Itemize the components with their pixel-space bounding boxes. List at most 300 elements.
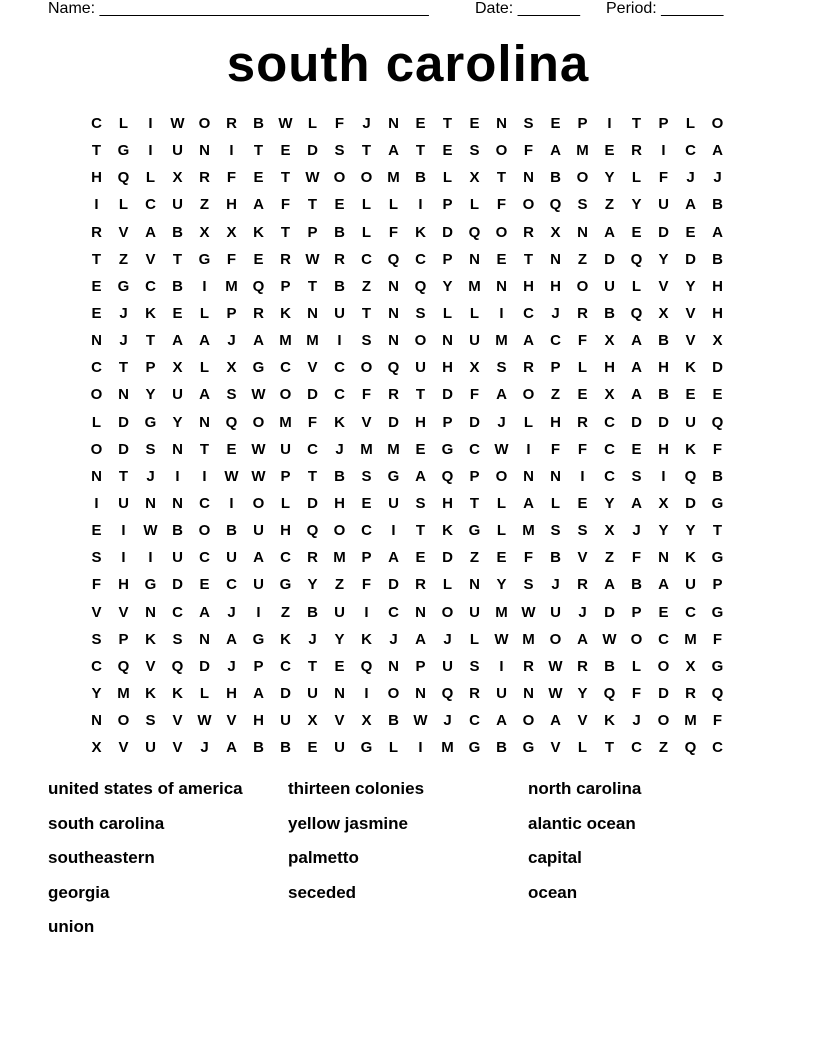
grid-letter: C xyxy=(91,359,102,377)
grid-letter: K xyxy=(253,223,264,241)
grid-letter: U xyxy=(469,603,480,621)
grid-letter: D xyxy=(658,413,669,431)
grid-letter: P xyxy=(226,304,237,322)
grid-letter: A xyxy=(631,332,642,350)
grid-letter: O xyxy=(360,359,373,377)
grid-letter: W xyxy=(602,630,617,648)
grid-letter: I xyxy=(661,467,666,485)
grid-letter: D xyxy=(442,386,453,404)
grid-letter: W xyxy=(305,169,320,187)
grid-letter: L xyxy=(442,169,453,187)
grid-letter: X xyxy=(172,359,183,377)
grid-letter: B xyxy=(712,250,723,268)
grid-letter: C xyxy=(685,142,696,160)
grid-letter: I xyxy=(661,142,666,160)
grid-letter: T xyxy=(307,657,318,675)
grid-letter: G xyxy=(522,739,535,757)
grid-letter: X xyxy=(361,712,372,730)
grid-letter: R xyxy=(631,142,642,160)
grid-letter: M xyxy=(495,603,508,621)
grid-letter: I xyxy=(499,304,504,322)
grid-letter: E xyxy=(415,115,426,132)
grid-letter: Y xyxy=(658,250,669,268)
grid-letter: X xyxy=(307,712,318,730)
grid-letter: Q xyxy=(630,250,643,268)
grid-letter: A xyxy=(631,359,642,377)
grid-letter: C xyxy=(145,196,156,214)
grid-letter: T xyxy=(604,739,615,757)
grid-letter: E xyxy=(280,142,291,160)
grid-letter: A xyxy=(199,386,210,404)
grid-letter: U xyxy=(415,359,426,377)
grid-letter: R xyxy=(523,657,534,675)
grid-letter: U xyxy=(442,657,453,675)
grid-letter: I xyxy=(121,522,126,540)
grid-letter: A xyxy=(712,142,723,160)
grid-letter: M xyxy=(117,684,130,702)
grid-letter: K xyxy=(145,630,156,648)
grid-letter: L xyxy=(631,277,642,295)
grid-letter: N xyxy=(172,494,183,512)
grid-letter: O xyxy=(333,169,346,187)
grid-letter: V xyxy=(658,277,669,295)
grid-letter: L xyxy=(469,630,480,648)
grid-letter: E xyxy=(334,657,345,675)
grid-letter: N xyxy=(388,277,399,295)
grid-letter: H xyxy=(226,684,237,702)
grid-letter: X xyxy=(172,169,183,187)
grid-letter: Z xyxy=(604,196,615,214)
grid-letter: E xyxy=(91,522,102,540)
grid-letter: D xyxy=(388,413,399,431)
grid-letter: W xyxy=(251,467,266,485)
grid-letter: A xyxy=(253,684,264,702)
grid-letter: O xyxy=(522,712,535,730)
grid-letter: L xyxy=(442,576,453,594)
grid-letter: Q xyxy=(252,277,265,295)
grid-letter: O xyxy=(441,603,454,621)
grid-letter: J xyxy=(227,603,236,621)
grid-letter: L xyxy=(361,223,372,241)
grid-letter: W xyxy=(494,440,509,458)
grid-letter: O xyxy=(549,630,562,648)
grid-letter: B xyxy=(712,196,723,214)
grid-letter: I xyxy=(418,739,423,757)
grid-letter: S xyxy=(226,386,237,404)
grid-letter: O xyxy=(522,386,535,404)
grid-letter: L xyxy=(388,196,399,214)
grid-letter: J xyxy=(227,657,236,675)
grid-letter: N xyxy=(415,603,426,621)
grid-letter: M xyxy=(495,332,508,350)
grid-letter: B xyxy=(334,223,345,241)
grid-letter: O xyxy=(252,494,265,512)
grid-letter: M xyxy=(387,169,400,187)
word-list-item: palmetto xyxy=(288,848,359,867)
grid-letter: A xyxy=(253,332,264,350)
grid-letter: S xyxy=(469,657,480,675)
grid-letter: M xyxy=(441,739,454,757)
grid-letter: I xyxy=(364,684,369,702)
grid-letter: E xyxy=(550,115,561,132)
grid-letter: N xyxy=(496,277,507,295)
grid-letter: B xyxy=(550,549,561,567)
grid-letter: Z xyxy=(361,277,372,295)
grid-letter: G xyxy=(360,739,373,757)
grid-letter: W xyxy=(170,115,185,132)
grid-letter: U xyxy=(118,494,129,512)
grid-letter: A xyxy=(523,494,534,512)
grid-letter: O xyxy=(522,196,535,214)
grid-letter: O xyxy=(495,142,508,160)
grid-letter: I xyxy=(148,142,153,160)
grid-letter: E xyxy=(253,169,264,187)
grid-letter: A xyxy=(550,712,561,730)
grid-letter: Y xyxy=(496,576,507,594)
grid-letter: N xyxy=(523,684,534,702)
word-list-item: seceded xyxy=(288,882,357,902)
grid-letter: J xyxy=(200,739,209,757)
grid-letter: A xyxy=(685,196,696,214)
grid-letter: F xyxy=(226,169,237,187)
grid-letter: S xyxy=(577,196,588,214)
grid-letter: O xyxy=(630,630,643,648)
grid-letter: N xyxy=(199,413,210,431)
grid-letter: W xyxy=(413,712,428,730)
grid-letter: L xyxy=(496,522,507,540)
grid-letter: C xyxy=(361,522,372,540)
grid-letter: T xyxy=(442,115,453,132)
grid-letter: D xyxy=(442,223,453,241)
grid-letter: J xyxy=(119,332,128,350)
word-list-item: ocean xyxy=(528,882,578,902)
grid-letter: A xyxy=(226,739,237,757)
grid-letter: V xyxy=(550,739,561,757)
grid-letter: R xyxy=(91,223,102,241)
grid-letter: A xyxy=(604,223,615,241)
grid-letter: P xyxy=(631,603,642,621)
grid-letter: P xyxy=(658,115,669,132)
grid-letter: P xyxy=(550,359,561,377)
grid-letter: Q xyxy=(711,413,724,431)
grid-letter: E xyxy=(658,603,669,621)
grid-letter: Q xyxy=(549,196,562,214)
grid-letter: E xyxy=(604,142,615,160)
grid-letter: F xyxy=(577,440,588,458)
grid-letter: Y xyxy=(604,494,615,512)
grid-letter: I xyxy=(202,277,207,295)
grid-letter: U xyxy=(658,196,669,214)
grid-letter: C xyxy=(550,332,561,350)
grid-letter: L xyxy=(307,115,318,132)
grid-letter: D xyxy=(604,603,615,621)
grid-letter: Z xyxy=(199,196,210,214)
grid-letter: G xyxy=(468,522,481,540)
grid-letter: D xyxy=(280,684,291,702)
grid-letter: J xyxy=(335,440,344,458)
grid-letter: Y xyxy=(145,386,156,404)
grid-letter: H xyxy=(550,413,561,431)
grid-letter: D xyxy=(469,413,480,431)
grid-letter: E xyxy=(307,739,318,757)
grid-letter: C xyxy=(280,657,291,675)
grid-letter: T xyxy=(307,196,318,214)
grid-letter: A xyxy=(631,494,642,512)
grid-letter: Y xyxy=(604,169,615,187)
grid-letter: O xyxy=(279,386,292,404)
grid-letter: B xyxy=(280,739,291,757)
grid-letter: F xyxy=(712,630,723,648)
grid-letter: C xyxy=(388,603,399,621)
grid-letter: E xyxy=(685,386,696,404)
grid-letter: L xyxy=(118,196,129,214)
grid-letter: W xyxy=(494,630,509,648)
grid-letter: T xyxy=(91,142,102,160)
grid-letter: P xyxy=(442,413,453,431)
grid-letter: B xyxy=(172,223,183,241)
grid-letter: J xyxy=(578,603,587,621)
grid-letter: L xyxy=(91,413,102,431)
grid-letter: S xyxy=(577,522,588,540)
grid-letter: H xyxy=(550,277,561,295)
grid-letter: Q xyxy=(360,657,373,675)
grid-letter: P xyxy=(145,359,156,377)
grid-letter: W xyxy=(548,657,563,675)
grid-letter: D xyxy=(658,223,669,241)
grid-letter: Z xyxy=(577,250,588,268)
grid-letter: E xyxy=(199,576,210,594)
grid-letter: S xyxy=(91,549,102,567)
grid-letter: J xyxy=(713,169,722,187)
grid-letter: F xyxy=(361,386,372,404)
grid-letter: D xyxy=(307,494,318,512)
grid-letter: F xyxy=(307,413,318,431)
grid-letter: B xyxy=(604,657,615,675)
grid-letter: Q xyxy=(630,304,643,322)
grid-letter: T xyxy=(172,250,183,268)
grid-letter: T xyxy=(631,115,642,132)
grid-letter: U xyxy=(280,712,291,730)
grid-letter: V xyxy=(226,712,237,730)
grid-letter: M xyxy=(279,332,292,350)
grid-letter: K xyxy=(145,684,156,702)
grid-letter: G xyxy=(252,630,265,648)
grid-letter: B xyxy=(712,467,723,485)
grid-letter: M xyxy=(279,413,292,431)
grid-letter: A xyxy=(199,332,210,350)
word-list-item: united states of america xyxy=(48,779,243,798)
word-list-item: yellow jasmine xyxy=(288,813,408,833)
grid-letter: U xyxy=(496,684,507,702)
grid-letter: I xyxy=(229,494,234,512)
grid-letter: L xyxy=(199,359,210,377)
grid-letter: D xyxy=(172,576,183,594)
grid-letter: M xyxy=(387,440,400,458)
grid-letter: Z xyxy=(469,549,480,567)
grid-letter: F xyxy=(469,386,480,404)
grid-letter: Q xyxy=(387,250,400,268)
grid-letter: A xyxy=(145,223,156,241)
grid-letter: E xyxy=(415,549,426,567)
grid-letter: S xyxy=(172,630,183,648)
grid-letter: P xyxy=(118,630,129,648)
grid-letter: Q xyxy=(441,684,454,702)
grid-letter: P xyxy=(577,115,588,132)
grid-letter: H xyxy=(442,359,453,377)
grid-letter: A xyxy=(523,332,534,350)
grid-letter: I xyxy=(94,196,99,214)
grid-letter: P xyxy=(442,196,453,214)
grid-letter: I xyxy=(94,494,99,512)
word-list-item: alantic ocean xyxy=(528,813,636,833)
grid-letter: L xyxy=(550,494,561,512)
grid-letter: T xyxy=(415,142,426,160)
grid-letter: J xyxy=(443,712,452,730)
grid-letter: V xyxy=(118,223,129,241)
grid-letter: C xyxy=(145,277,156,295)
grid-letter: E xyxy=(172,304,183,322)
grid-letter: N xyxy=(91,712,102,730)
grid-letter: G xyxy=(711,603,724,621)
grid-letter: F xyxy=(658,169,669,187)
grid-letter: U xyxy=(172,386,183,404)
grid-letter: R xyxy=(523,223,534,241)
grid-letter: N xyxy=(91,332,102,350)
grid-letter: U xyxy=(253,522,264,540)
grid-letter: V xyxy=(91,603,102,621)
grid-letter: C xyxy=(307,440,318,458)
grid-letter: R xyxy=(577,413,588,431)
grid-letter: C xyxy=(361,250,372,268)
grid-letter: S xyxy=(631,467,642,485)
grid-letter: I xyxy=(256,603,261,621)
grid-letter: D xyxy=(118,413,129,431)
period-field-label: Period: _______ xyxy=(606,0,724,17)
grid-letter: O xyxy=(387,684,400,702)
grid-letter: O xyxy=(90,440,103,458)
grid-letter: L xyxy=(631,169,642,187)
grid-letter: L xyxy=(631,657,642,675)
grid-letter: C xyxy=(199,494,210,512)
grid-letter: U xyxy=(280,440,291,458)
grid-letter: U xyxy=(253,576,264,594)
header-fields xyxy=(48,0,768,20)
grid-letter: O xyxy=(576,169,589,187)
grid-letter: G xyxy=(279,576,292,594)
grid-letter: V xyxy=(172,712,183,730)
grid-letter: Q xyxy=(441,467,454,485)
grid-letter: Q xyxy=(306,522,319,540)
word-list-item: south carolina xyxy=(48,813,165,833)
grid-letter: F xyxy=(712,712,723,730)
grid-letter: S xyxy=(415,304,426,322)
grid-letter: N xyxy=(523,169,534,187)
grid-letter: D xyxy=(631,413,642,431)
grid-letter: Y xyxy=(334,630,345,648)
grid-letter: D xyxy=(307,142,318,160)
grid-letter: B xyxy=(658,332,669,350)
grid-letter: N xyxy=(334,684,345,702)
grid-letter: C xyxy=(226,576,237,594)
grid-letter: C xyxy=(415,250,426,268)
grid-letter: Z xyxy=(118,250,129,268)
grid-letter: Q xyxy=(468,223,481,241)
grid-letter: V xyxy=(577,712,588,730)
grid-letter: M xyxy=(306,332,319,350)
grid-letter: L xyxy=(442,304,453,322)
word-list-item: georgia xyxy=(48,882,110,902)
grid-letter: F xyxy=(334,115,345,132)
grid-letter: C xyxy=(469,440,480,458)
grid-letter: G xyxy=(117,277,130,295)
grid-letter: Y xyxy=(442,277,453,295)
grid-letter: Y xyxy=(685,522,696,540)
grid-letter: N xyxy=(388,304,399,322)
grid-letter: O xyxy=(576,277,589,295)
grid-letter: O xyxy=(657,657,670,675)
grid-letter: B xyxy=(307,603,318,621)
grid-letter: K xyxy=(604,712,615,730)
grid-letter: B xyxy=(658,386,669,404)
grid-letter: V xyxy=(334,712,345,730)
grid-letter: T xyxy=(307,277,318,295)
grid-letter: T xyxy=(145,332,156,350)
grid-letter: N xyxy=(307,304,318,322)
grid-letter: N xyxy=(550,467,561,485)
grid-letter: T xyxy=(469,494,480,512)
grid-letter: B xyxy=(550,169,561,187)
grid-letter: V xyxy=(577,549,588,567)
grid-letter: L xyxy=(361,196,372,214)
grid-letter: A xyxy=(253,196,264,214)
grid-letter: P xyxy=(280,277,291,295)
grid-letter: Q xyxy=(603,684,616,702)
grid-letter: S xyxy=(145,712,156,730)
grid-letter: D xyxy=(388,576,399,594)
grid-letter: E xyxy=(415,440,426,458)
grid-letter: N xyxy=(442,332,453,350)
grid-letter: Y xyxy=(307,576,318,594)
grid-letter: G xyxy=(711,494,724,512)
grid-letter: I xyxy=(148,115,153,132)
grid-letter: L xyxy=(523,413,534,431)
grid-letter: O xyxy=(333,522,346,540)
grid-letter: S xyxy=(334,142,345,160)
grid-letter: H xyxy=(658,440,669,458)
grid-letter: T xyxy=(361,304,372,322)
grid-letter: F xyxy=(280,196,291,214)
grid-letter: U xyxy=(226,549,237,567)
grid-letter: A xyxy=(712,223,723,241)
grid-letter: X xyxy=(469,169,480,187)
grid-letter: K xyxy=(685,549,696,567)
grid-letter: N xyxy=(199,142,210,160)
grid-letter: A xyxy=(388,549,399,567)
grid-letter: M xyxy=(333,549,346,567)
grid-letter: R xyxy=(307,549,318,567)
grid-letter: J xyxy=(308,630,317,648)
grid-letter: V xyxy=(145,657,156,675)
grid-letter: R xyxy=(577,304,588,322)
grid-letter: E xyxy=(496,549,507,567)
grid-letter: C xyxy=(712,739,723,757)
grid-letter: X xyxy=(604,522,615,540)
grid-letter: N xyxy=(523,467,534,485)
grid-letter: K xyxy=(145,304,156,322)
grid-letter: J xyxy=(119,304,128,322)
grid-letter: Q xyxy=(387,359,400,377)
grid-letter: N xyxy=(469,576,480,594)
